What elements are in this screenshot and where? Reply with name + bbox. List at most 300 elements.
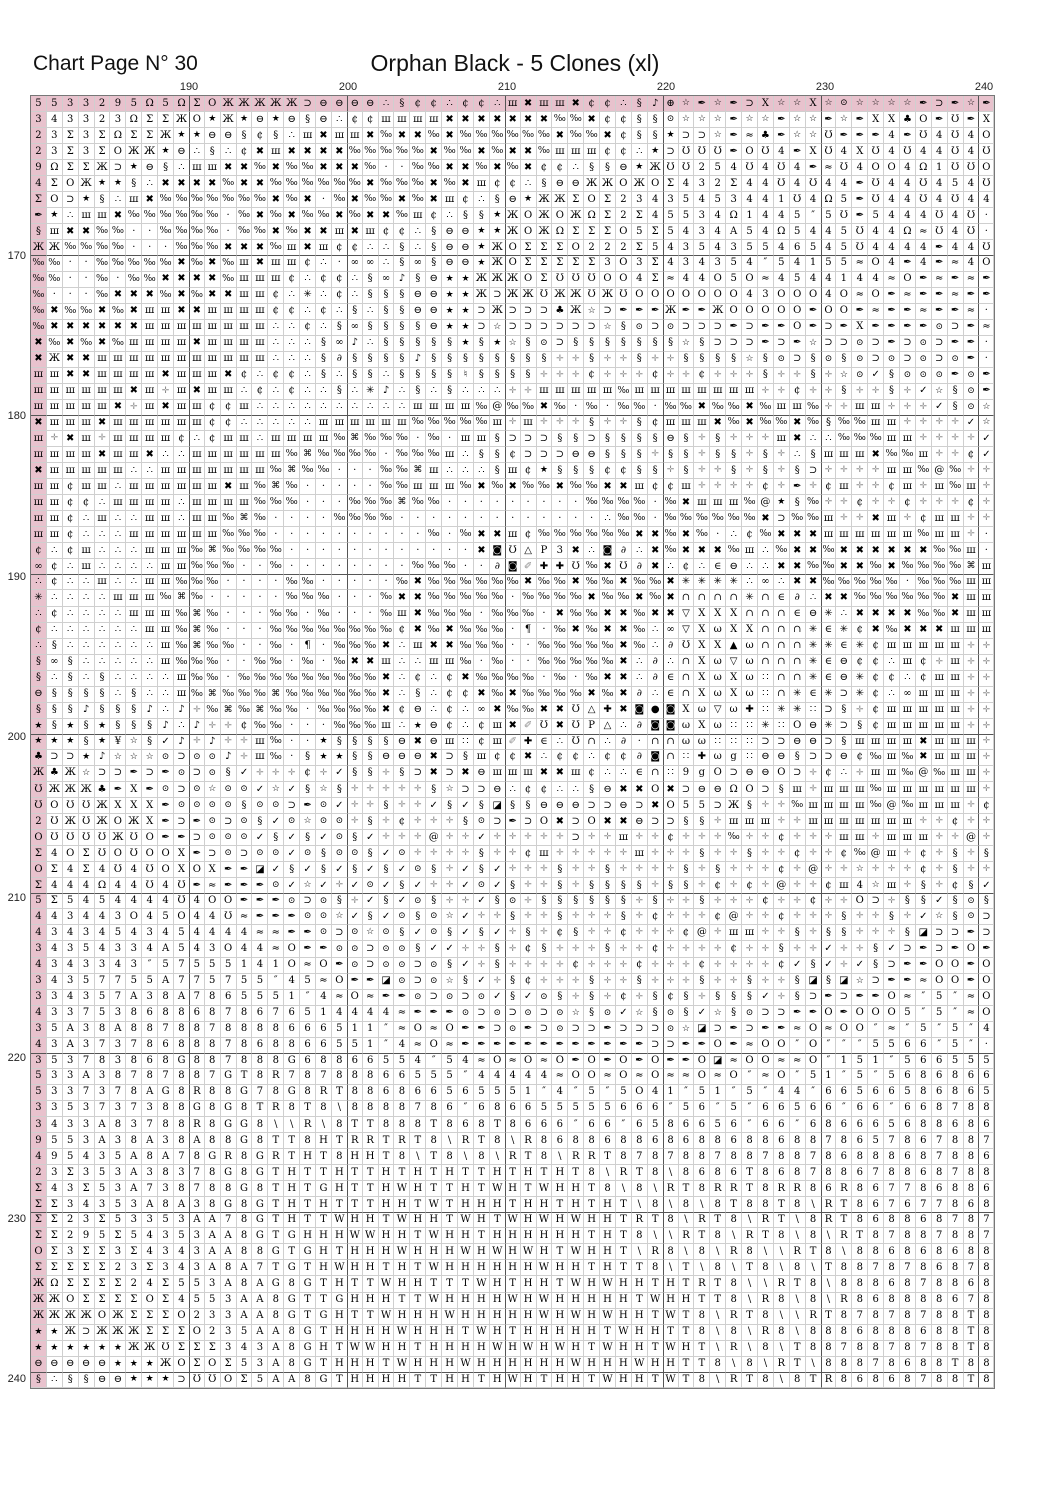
grid-cell: 3 xyxy=(663,192,679,208)
grid-cell: T xyxy=(268,1133,284,1149)
grid-cell: ш xyxy=(31,479,47,495)
grid-cell: ‰ xyxy=(568,607,584,623)
grid-cell: ∴ xyxy=(47,1372,63,1388)
grid-cell: ∴ xyxy=(790,447,806,463)
grid-cell: 6 xyxy=(916,1212,932,1228)
grid-cell: \ xyxy=(726,1228,742,1244)
grid-cell: H xyxy=(347,1149,363,1165)
grid-cell: § xyxy=(521,798,537,814)
grid-cell: ∈ xyxy=(821,623,837,639)
grid-cell: · xyxy=(537,495,553,511)
grid-cell: ✛ xyxy=(679,974,695,990)
grid-cell: O xyxy=(836,1022,852,1038)
grid-cell: ∴ xyxy=(174,511,190,527)
grid-cell: ∷ xyxy=(726,734,742,750)
grid-cell: ✛ xyxy=(474,941,490,957)
grid-cell: ш xyxy=(552,144,568,160)
grid-cell: · xyxy=(442,431,458,447)
grid-cell: ш xyxy=(63,415,79,431)
grid-cell: H xyxy=(410,1276,426,1292)
grid-cell: O xyxy=(632,1085,648,1101)
grid-cell: ш xyxy=(964,607,980,623)
grid-cell: 8 xyxy=(347,1069,363,1085)
grid-cell: H xyxy=(600,1293,616,1309)
grid-cell: § xyxy=(347,352,363,368)
grid-cell: · xyxy=(332,463,348,479)
grid-cell: W xyxy=(426,1260,442,1276)
grid-cell: ✒ xyxy=(189,846,205,862)
grid-cell: T xyxy=(474,1181,490,1197)
grid-row xyxy=(31,1022,994,1038)
grid-cell: R xyxy=(694,1212,710,1228)
grid-cell: ✒ xyxy=(237,878,253,894)
grid-cell: ✐ xyxy=(521,559,537,575)
grid-cell: O xyxy=(521,272,537,288)
grid-cell: ✛ xyxy=(568,415,584,431)
grid-cell: Ж xyxy=(537,208,553,224)
grid-cell: ✓ xyxy=(868,368,884,384)
grid-cell: ‰ xyxy=(663,543,679,559)
grid-cell: ∴ xyxy=(110,192,126,208)
grid-cell: ш xyxy=(884,766,900,782)
grid-cell: ⊙ xyxy=(205,750,221,766)
grid-cell: 8 xyxy=(932,1244,948,1260)
grid-cell: ∴ xyxy=(600,734,616,750)
grid-cell: · xyxy=(316,479,332,495)
grid-cell: ш xyxy=(537,96,553,112)
grid-cell: § xyxy=(679,990,695,1006)
grid-cell: ‰ xyxy=(616,384,632,400)
grid-cell: ✛ xyxy=(710,814,726,830)
grid-cell: § xyxy=(426,240,442,256)
grid-cell: ш xyxy=(142,479,158,495)
grid-cell: ⊖ xyxy=(568,447,584,463)
row-label: 190 xyxy=(7,570,26,583)
grid-cell: Ʊ xyxy=(95,830,111,846)
grid-cell: 8 xyxy=(836,1133,852,1149)
grid-cell: ⊙ xyxy=(852,368,868,384)
grid-cell: R xyxy=(790,1181,806,1197)
grid-cell: T xyxy=(964,1325,980,1341)
grid-cell: ∴ xyxy=(268,336,284,352)
grid-cell: ‰ xyxy=(490,590,506,606)
grid-cell: ¢ xyxy=(205,415,221,431)
grid-cell: ‰ xyxy=(63,304,79,320)
grid-cell: ≈ xyxy=(394,1022,410,1038)
grid-cell: \ xyxy=(332,1101,348,1117)
grid-cell: ш xyxy=(932,671,948,687)
grid-cell: Ʊ xyxy=(63,830,79,846)
grid-cell: X xyxy=(694,687,710,703)
grid-cell: O xyxy=(95,1309,111,1325)
grid-cell: ⊖ xyxy=(426,304,442,320)
grid-cell: § xyxy=(710,447,726,463)
grid-cell: ✛ xyxy=(600,958,616,974)
grid-cell: · xyxy=(521,639,537,655)
grid-cell: ⊃ xyxy=(490,1022,506,1038)
grid-cell: W xyxy=(347,1341,363,1357)
grid-cell: ‰ xyxy=(363,511,379,527)
grid-cell: ✛ xyxy=(648,830,664,846)
grid-cell: O xyxy=(742,272,758,288)
grid-cell: 4 xyxy=(758,160,774,176)
grid-cell: 8 xyxy=(126,1133,142,1149)
grid-cell: ‰ xyxy=(268,655,284,671)
grid-cell: ш xyxy=(726,384,742,400)
grid-cell: ☆ xyxy=(568,1006,584,1022)
grid-cell: 7 xyxy=(110,974,126,990)
grid-cell: 5 xyxy=(616,1085,632,1101)
grid-cell: ″ xyxy=(821,1053,837,1069)
grid-cell: 8 xyxy=(252,1244,268,1260)
grid-cell: ✒ xyxy=(948,368,964,384)
grid-cell: G xyxy=(252,1149,268,1165)
grid-cell: Ω xyxy=(916,160,932,176)
grid-cell: O xyxy=(426,1038,442,1054)
grid-cell: \ xyxy=(774,1244,790,1260)
grid-cell: ✖ xyxy=(552,766,568,782)
grid-cell: ☆ xyxy=(742,352,758,368)
grid-cell: ✓ xyxy=(284,846,300,862)
grid-cell: 5 xyxy=(442,1069,458,1085)
grid-cell: ∴ xyxy=(490,96,506,112)
grid-cell: 4 xyxy=(821,272,837,288)
grid-cell: ✒ xyxy=(158,766,174,782)
grid-cell: ″ xyxy=(884,1053,900,1069)
grid-cell: 6 xyxy=(300,1022,316,1038)
grid-cell: 8 xyxy=(694,1181,710,1197)
grid-cell: ‰ xyxy=(710,400,726,416)
grid-cell: § xyxy=(632,336,648,352)
grid-cell: ✒ xyxy=(806,320,822,336)
grid-cell: § xyxy=(347,750,363,766)
grid-row xyxy=(31,1101,994,1117)
grid-cell: ⊃ xyxy=(410,766,426,782)
grid-cell: ⊃ xyxy=(600,798,616,814)
grid-cell: 5 xyxy=(852,1069,868,1085)
grid-cell: ✳ xyxy=(821,719,837,735)
grid-cell: ш xyxy=(900,479,916,495)
grid-cell: ш xyxy=(31,368,47,384)
grid-cell: Ж xyxy=(142,1341,158,1357)
grid-cell: ★ xyxy=(521,192,537,208)
grid-cell: ш xyxy=(442,734,458,750)
grid-cell: 4 xyxy=(79,909,95,925)
grid-cell: H xyxy=(552,1228,568,1244)
grid-cell: ‰ xyxy=(300,160,316,176)
grid-cell: ✖ xyxy=(537,112,553,128)
grid-row xyxy=(31,590,994,606)
grid-cell: ш xyxy=(31,384,47,400)
grid-cell: ✒ xyxy=(916,958,932,974)
grid-cell: · xyxy=(284,734,300,750)
grid-cell: 5 xyxy=(31,1085,47,1101)
grid-cell: ‰ xyxy=(679,400,695,416)
grid-cell: T xyxy=(505,1197,521,1213)
grid-cell: O xyxy=(774,304,790,320)
grid-cell: ⊃ xyxy=(63,192,79,208)
grid-cell: Σ xyxy=(110,1228,126,1244)
grid-cell: ¢ xyxy=(884,479,900,495)
grid-cell: ⊃ xyxy=(648,814,664,830)
grid-cell: ✒ xyxy=(964,352,980,368)
grid-cell: 8 xyxy=(916,1085,932,1101)
grid-cell: ✓ xyxy=(268,862,284,878)
grid-cell: H xyxy=(379,1228,395,1244)
grid-cell: ш xyxy=(726,814,742,830)
grid-cell: ∴ xyxy=(158,447,174,463)
grid-cell: ¢ xyxy=(774,958,790,974)
grid-cell: ✛ xyxy=(964,814,980,830)
grid-cell: ✛ xyxy=(932,431,948,447)
grid-cell: ‰ xyxy=(205,574,221,590)
grid-row xyxy=(31,958,994,974)
grid-cell: § xyxy=(742,990,758,1006)
grid-cell: H xyxy=(284,1165,300,1181)
grid-cell: 6 xyxy=(284,1022,300,1038)
grid-cell: Σ xyxy=(79,1276,95,1292)
grid-cell: ш xyxy=(884,846,900,862)
grid-cell: ✛ xyxy=(806,384,822,400)
grid-cell: 8 xyxy=(726,1276,742,1292)
grid-cell: ‰ xyxy=(426,607,442,623)
grid-cell: R xyxy=(790,1244,806,1260)
grid-cell: ✛ xyxy=(806,925,822,941)
grid-cell: 5 xyxy=(110,1149,126,1165)
grid-cell: ‰ xyxy=(852,574,868,590)
grid-row xyxy=(31,766,994,782)
grid-cell: § xyxy=(505,352,521,368)
grid-cell: ✖ xyxy=(31,352,47,368)
grid-cell: 8 xyxy=(978,1165,994,1181)
grid-cell: ✛ xyxy=(868,495,884,511)
grid-cell: A xyxy=(126,990,142,1006)
grid-cell: ш xyxy=(142,368,158,384)
grid-cell: T xyxy=(694,1293,710,1309)
grid-cell: ∴ xyxy=(379,368,395,384)
grid-cell: ‰ xyxy=(300,208,316,224)
grid-cell: ∴ xyxy=(568,782,584,798)
grid-cell: ✓ xyxy=(332,766,348,782)
grid-cell: ш xyxy=(237,463,253,479)
grid-cell: ¢ xyxy=(426,208,442,224)
grid-cell: ✛ xyxy=(884,400,900,416)
grid-cell: ¢ xyxy=(537,782,553,798)
grid-cell: ∴ xyxy=(95,623,111,639)
grid-cell: ш xyxy=(742,384,758,400)
grid-cell: Ʊ xyxy=(31,782,47,798)
grid-row xyxy=(31,447,994,463)
grid-cell: 8 xyxy=(490,1101,506,1117)
grid-cell: Ʊ xyxy=(537,288,553,304)
grid-cell: ✛ xyxy=(774,368,790,384)
grid-cell: 8 xyxy=(394,1117,410,1133)
grid-cell: ⊃ xyxy=(521,320,537,336)
grid-cell: ‰ xyxy=(379,495,395,511)
grid-cell: G xyxy=(284,1309,300,1325)
grid-cell: ⊃ xyxy=(505,304,521,320)
grid-cell: 8 xyxy=(900,1276,916,1292)
grid-cell: ∴ xyxy=(95,590,111,606)
grid-cell: ш xyxy=(31,431,47,447)
grid-cell: 8 xyxy=(806,1181,822,1197)
grid-cell: Ж xyxy=(490,240,506,256)
grid-cell: ✛ xyxy=(790,893,806,909)
grid-cell: ‰ xyxy=(174,208,190,224)
grid-cell: R xyxy=(521,1133,537,1149)
grid-cell: 4 xyxy=(47,974,63,990)
grid-cell: 8 xyxy=(710,1260,726,1276)
grid-row xyxy=(31,575,994,590)
grid-cell: ш xyxy=(142,336,158,352)
grid-cell: ш xyxy=(47,224,63,240)
grid-cell: ⊖ xyxy=(284,112,300,128)
grid-cell: ‰ xyxy=(174,192,190,208)
col-label: 230 xyxy=(815,81,835,93)
grid-cell: ✛ xyxy=(948,431,964,447)
grid-cell: A xyxy=(174,990,190,1006)
grid-cell: 5 xyxy=(836,192,852,208)
grid-cell: ✓ xyxy=(978,447,994,463)
grid-cell: 8 xyxy=(426,1101,442,1117)
grid-cell: H xyxy=(379,1197,395,1213)
grid-cell: 8 xyxy=(95,1053,111,1069)
grid-cell: @ xyxy=(774,878,790,894)
grid-cell: ✛ xyxy=(632,909,648,925)
grid-cell: 5 xyxy=(110,925,126,941)
grid-row xyxy=(31,176,994,192)
grid-cell: · xyxy=(284,527,300,543)
grid-cell: ✒ xyxy=(726,1022,742,1038)
grid-cell: ★ xyxy=(95,176,111,192)
grid-cell: ✖ xyxy=(221,160,237,176)
grid-cell: ″ xyxy=(663,1101,679,1117)
grid-cell: ‰ xyxy=(394,176,410,192)
grid-cell: Ʊ xyxy=(932,224,948,240)
grid-cell: ‰ xyxy=(410,495,426,511)
grid-cell: ш xyxy=(474,176,490,192)
grid-cell: ‰ xyxy=(268,463,284,479)
grid-cell: 1 xyxy=(347,1022,363,1038)
grid-cell: T xyxy=(426,1149,442,1165)
grid-cell: ¢ xyxy=(63,495,79,511)
grid-cell: 4 xyxy=(31,925,47,941)
grid-cell: 1 xyxy=(363,1038,379,1054)
grid-cell: § xyxy=(394,878,410,894)
grid-cell: W xyxy=(537,1260,553,1276)
grid-cell: 5 xyxy=(79,941,95,957)
grid-cell: ☆ xyxy=(300,814,316,830)
grid-cell: ✛ xyxy=(426,878,442,894)
grid-cell: ✛ xyxy=(726,862,742,878)
grid-cell: ∩ xyxy=(774,687,790,703)
grid-cell: ✖ xyxy=(916,543,932,559)
grid-cell: Σ xyxy=(632,240,648,256)
grid-cell: ★ xyxy=(474,224,490,240)
grid-cell: ✓ xyxy=(394,893,410,909)
grid-cell: ∈ xyxy=(836,639,852,655)
grid-cell: 8 xyxy=(237,1165,253,1181)
grid-cell: ‰ xyxy=(316,671,332,687)
grid-cell: 2 xyxy=(63,1228,79,1244)
grid-cell: Ж xyxy=(537,224,553,240)
grid-cell: ¢ xyxy=(679,925,695,941)
grid-cell: 7 xyxy=(126,1069,142,1085)
grid-cell: 4 xyxy=(884,240,900,256)
grid-cell: 9 xyxy=(110,96,126,112)
grid-row xyxy=(31,1228,994,1244)
grid-cell: W xyxy=(458,1212,474,1228)
grid-cell: T xyxy=(679,1357,695,1373)
grid-cell: ☆ xyxy=(932,909,948,925)
grid-cell: Σ xyxy=(221,1357,237,1373)
grid-cell: · xyxy=(394,543,410,559)
grid-cell: ‰ xyxy=(189,574,205,590)
grid-cell: R xyxy=(568,1149,584,1165)
grid-cell: ¢ xyxy=(821,479,837,495)
grid-cell: ¢ xyxy=(600,112,616,128)
grid-cell: ✚ xyxy=(537,559,553,575)
grid-cell: 4 xyxy=(648,1085,664,1101)
grid-cell: ∴ xyxy=(316,288,332,304)
grid-cell: § xyxy=(648,1006,664,1022)
grid-cell: ✖ xyxy=(774,527,790,543)
grid-cell: ∴ xyxy=(758,543,774,559)
grid-cell: ⊙ xyxy=(537,990,553,1006)
grid-cell: ∴ xyxy=(426,703,442,719)
grid-row xyxy=(31,814,994,830)
grid-cell: § xyxy=(632,96,648,112)
grid-cell: ∞ xyxy=(47,655,63,671)
grid-cell: ✛ xyxy=(774,479,790,495)
grid-cell: 6 xyxy=(394,1069,410,1085)
grid-cell: § xyxy=(600,893,616,909)
grid-cell: Σ xyxy=(648,255,664,271)
grid-cell: 5 xyxy=(742,224,758,240)
grid-cell: H xyxy=(347,1244,363,1260)
grid-cell: ✒ xyxy=(694,1038,710,1054)
grid-cell: Ʊ xyxy=(568,719,584,735)
grid-cell: ∈ xyxy=(537,734,553,750)
grid-cell: ✖ xyxy=(663,607,679,623)
grid-cell: ⊙ xyxy=(347,941,363,957)
grid-cell: ш xyxy=(900,734,916,750)
grid-cell: H xyxy=(426,1341,442,1357)
grid-cell: ✓ xyxy=(916,909,932,925)
grid-cell: ✓ xyxy=(379,909,395,925)
grid-cell: ‰ xyxy=(616,527,632,543)
grid-cell: ✖ xyxy=(679,495,695,511)
grid-cell: ⊃ xyxy=(458,990,474,1006)
grid-cell: Ж xyxy=(632,176,648,192)
grid-cell: H xyxy=(568,1181,584,1197)
grid-cell: ш xyxy=(663,415,679,431)
grid-cell: § xyxy=(884,368,900,384)
grid-cell: ✖ xyxy=(632,782,648,798)
grid-cell: ✖ xyxy=(174,272,190,288)
grid-cell: ‰ xyxy=(363,639,379,655)
grid-cell: § xyxy=(616,336,632,352)
grid-cell: ш xyxy=(474,750,490,766)
grid-cell: ✖ xyxy=(616,655,632,671)
grid-cell: O xyxy=(584,1069,600,1085)
grid-cell: 4 xyxy=(806,224,822,240)
grid-cell: ✛ xyxy=(537,925,553,941)
grid-cell: ✛ xyxy=(663,862,679,878)
grid-cell: ‰ xyxy=(458,639,474,655)
grid-cell: Ж xyxy=(252,96,268,112)
grid-cell: 8 xyxy=(174,1022,190,1038)
